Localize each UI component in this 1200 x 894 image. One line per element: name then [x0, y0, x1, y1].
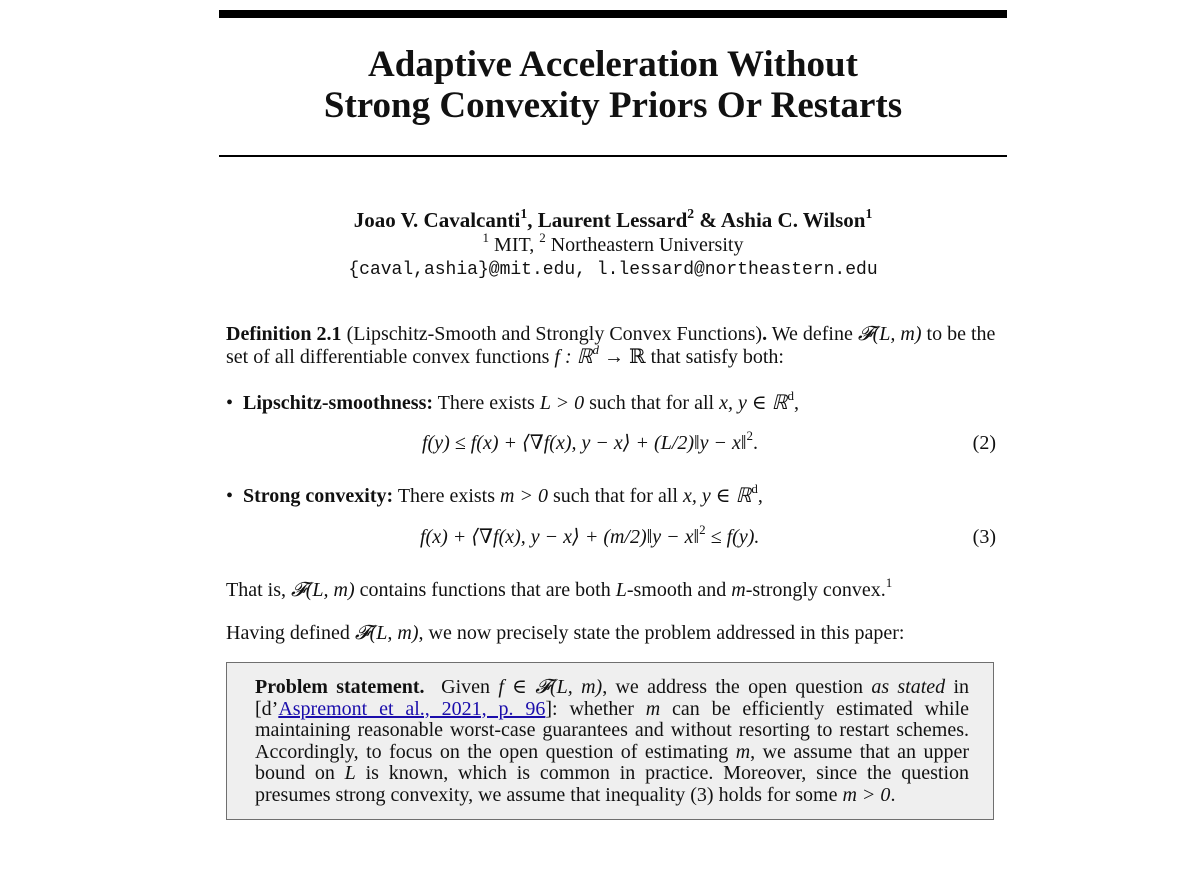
- as-stated: as stated: [871, 676, 946, 698]
- definition-text-a: We define: [771, 323, 853, 345]
- bullet-text-2: such that for all: [589, 392, 715, 414]
- text: , we address the open question: [602, 676, 864, 698]
- text: That is,: [226, 579, 286, 601]
- title-rule: [219, 155, 1007, 157]
- bullet-strong-convexity: [226, 481, 996, 508]
- paper-title: [219, 44, 1007, 126]
- affil-2-mark: 2: [539, 230, 546, 246]
- equation-2-formula: [422, 428, 759, 455]
- affil-2: Northeastern University: [550, 234, 744, 256]
- that-is-paragraph: [226, 575, 996, 602]
- condition: m > 0: [842, 783, 891, 806]
- map-domain: f : ℝ: [554, 346, 593, 368]
- equation-3-formula: [420, 522, 760, 549]
- definition-label: Definition 2.1: [226, 323, 342, 345]
- text: Given: [441, 676, 491, 698]
- affil-1: MIT,: [494, 234, 535, 256]
- set-symbol: 𝓕(L, m): [291, 579, 355, 601]
- affiliations: [219, 230, 1007, 257]
- bullet-text-2: such that for all: [552, 485, 678, 507]
- bullet-dot: •: [226, 392, 234, 414]
- text: Having defined: [226, 622, 350, 644]
- bullet-dim: d: [751, 481, 758, 497]
- author-3-affil: 1: [865, 205, 873, 221]
- title-line-2: Strong Convexity Priors Or Restarts: [323, 85, 903, 126]
- top-rule: [219, 10, 1007, 18]
- definition-text-b: to be the set of all differentiable convex functions: [226, 323, 996, 368]
- equation-3-exp: 2: [699, 522, 706, 538]
- author-3: Ashia C. Wilson: [720, 208, 866, 232]
- definition-name: (Lipschitz-Smooth and Strongly Convex Functions): [346, 323, 763, 345]
- set-symbol: 𝓕(L, m): [857, 323, 922, 345]
- equation-2-exp: 2: [746, 428, 754, 444]
- map-codomain: → ℝ: [603, 346, 646, 368]
- affil-1-mark: 1: [482, 230, 490, 246]
- function-map: [554, 342, 646, 368]
- problem-statement-box: [226, 662, 994, 820]
- text: can be efficiently estimated while maintaining reasonable worst-case guarantees and without resorting to restart schemes. Accordingly, to focus on the open question of estimating: [255, 697, 970, 763]
- text: is known, which is common in practice. Moreover, since the question presumes strong convexity, we assume that inequality (3) holds for some: [255, 762, 970, 806]
- bullet-text: There exists: [437, 392, 535, 414]
- equation-3-number: (3): [972, 526, 996, 548]
- symbol-m: m: [735, 740, 751, 763]
- title-line-1: Adaptive Acceleration Without: [368, 44, 858, 85]
- bullet-condition: m > 0: [500, 485, 548, 507]
- bullet-lipschitz: [226, 388, 996, 415]
- author-2-affil: 2: [687, 205, 695, 221]
- symbol-m: m: [645, 697, 661, 720]
- footnote-mark: 1: [885, 575, 893, 591]
- problem-statement-text: [255, 677, 969, 807]
- text: .: [890, 783, 896, 806]
- bullet-dot: •: [226, 485, 234, 507]
- definition-paragraph: Definition 2.1 (Lipschitz-Smooth and Strongly Convex Functions). We define 𝓕(L, m) to be the set of all differentiable convex functions f : ℝ$^d$ → ℝ that satisfy both:: [226, 323, 996, 368]
- author-1-affil: 1: [520, 205, 528, 221]
- author-names: Joao V. Cavalcanti$^1$, Laurent Lessard$^2$ & Ashia C. Wilson$^1$: [353, 205, 873, 232]
- definition-text-c: that satisfy both:: [650, 346, 784, 368]
- symbol-L: L: [615, 579, 627, 601]
- bullet-heading: Lipschitz-smoothness:: [243, 392, 434, 414]
- symbol-m: m: [731, 579, 746, 601]
- text: , we now precisely state the problem addressed in this paper:: [418, 622, 905, 644]
- author-block: [219, 205, 1007, 283]
- text: in [d’: [255, 676, 970, 720]
- equation-2-number: (2): [972, 432, 996, 454]
- text: , we assume that an upper bound on: [255, 740, 969, 785]
- equation-2-end: .: [753, 432, 759, 454]
- equation-3-lhs: f(x) + ⟨∇f(x), y − x⟩ + (m/2)‖y − x‖: [420, 526, 700, 548]
- bullet-end: ,: [793, 392, 799, 414]
- equation-2: [226, 428, 996, 457]
- citation-link[interactable]: Aspremont et al., 2021, p. 96: [278, 697, 546, 720]
- bullet-text: There exists: [397, 485, 496, 507]
- bullet-heading: Strong convexity:: [243, 485, 394, 507]
- equation-3: [226, 522, 996, 551]
- text: -smooth and: [626, 579, 727, 601]
- map-dim: d: [592, 342, 599, 358]
- text: -strongly convex.: [745, 579, 886, 601]
- having-defined-paragraph: [226, 622, 996, 645]
- bullet-dim: d: [787, 388, 794, 404]
- bullet-vars: x, y ∈ ℝ: [719, 392, 788, 414]
- author-1: Joao V. Cavalcanti: [353, 208, 521, 232]
- bullet-end: ,: [757, 485, 763, 507]
- text: contains functions that are both: [359, 579, 611, 601]
- author-2: Laurent Lessard: [537, 208, 688, 232]
- f-in-set: f ∈ 𝓕(L, m): [498, 676, 603, 698]
- text: ]: whether: [545, 697, 634, 720]
- bullet-condition: L > 0: [539, 392, 585, 414]
- author-emails: {caval,ashia}@mit.edu, l.lessard@northeastern.edu: [348, 260, 878, 280]
- symbol-L: L: [344, 762, 356, 785]
- equation-2-body: f(y) ≤ f(x) + ⟨∇f(x), y − x⟩ + (L/2)‖y − x‖: [422, 432, 747, 454]
- equation-3-rhs: ≤ f(y).: [710, 526, 760, 548]
- bullet-vars: x, y ∈ ℝ: [682, 485, 752, 507]
- problem-label: Problem statement.: [255, 676, 425, 698]
- set-symbol: 𝓕(L, m): [354, 622, 419, 644]
